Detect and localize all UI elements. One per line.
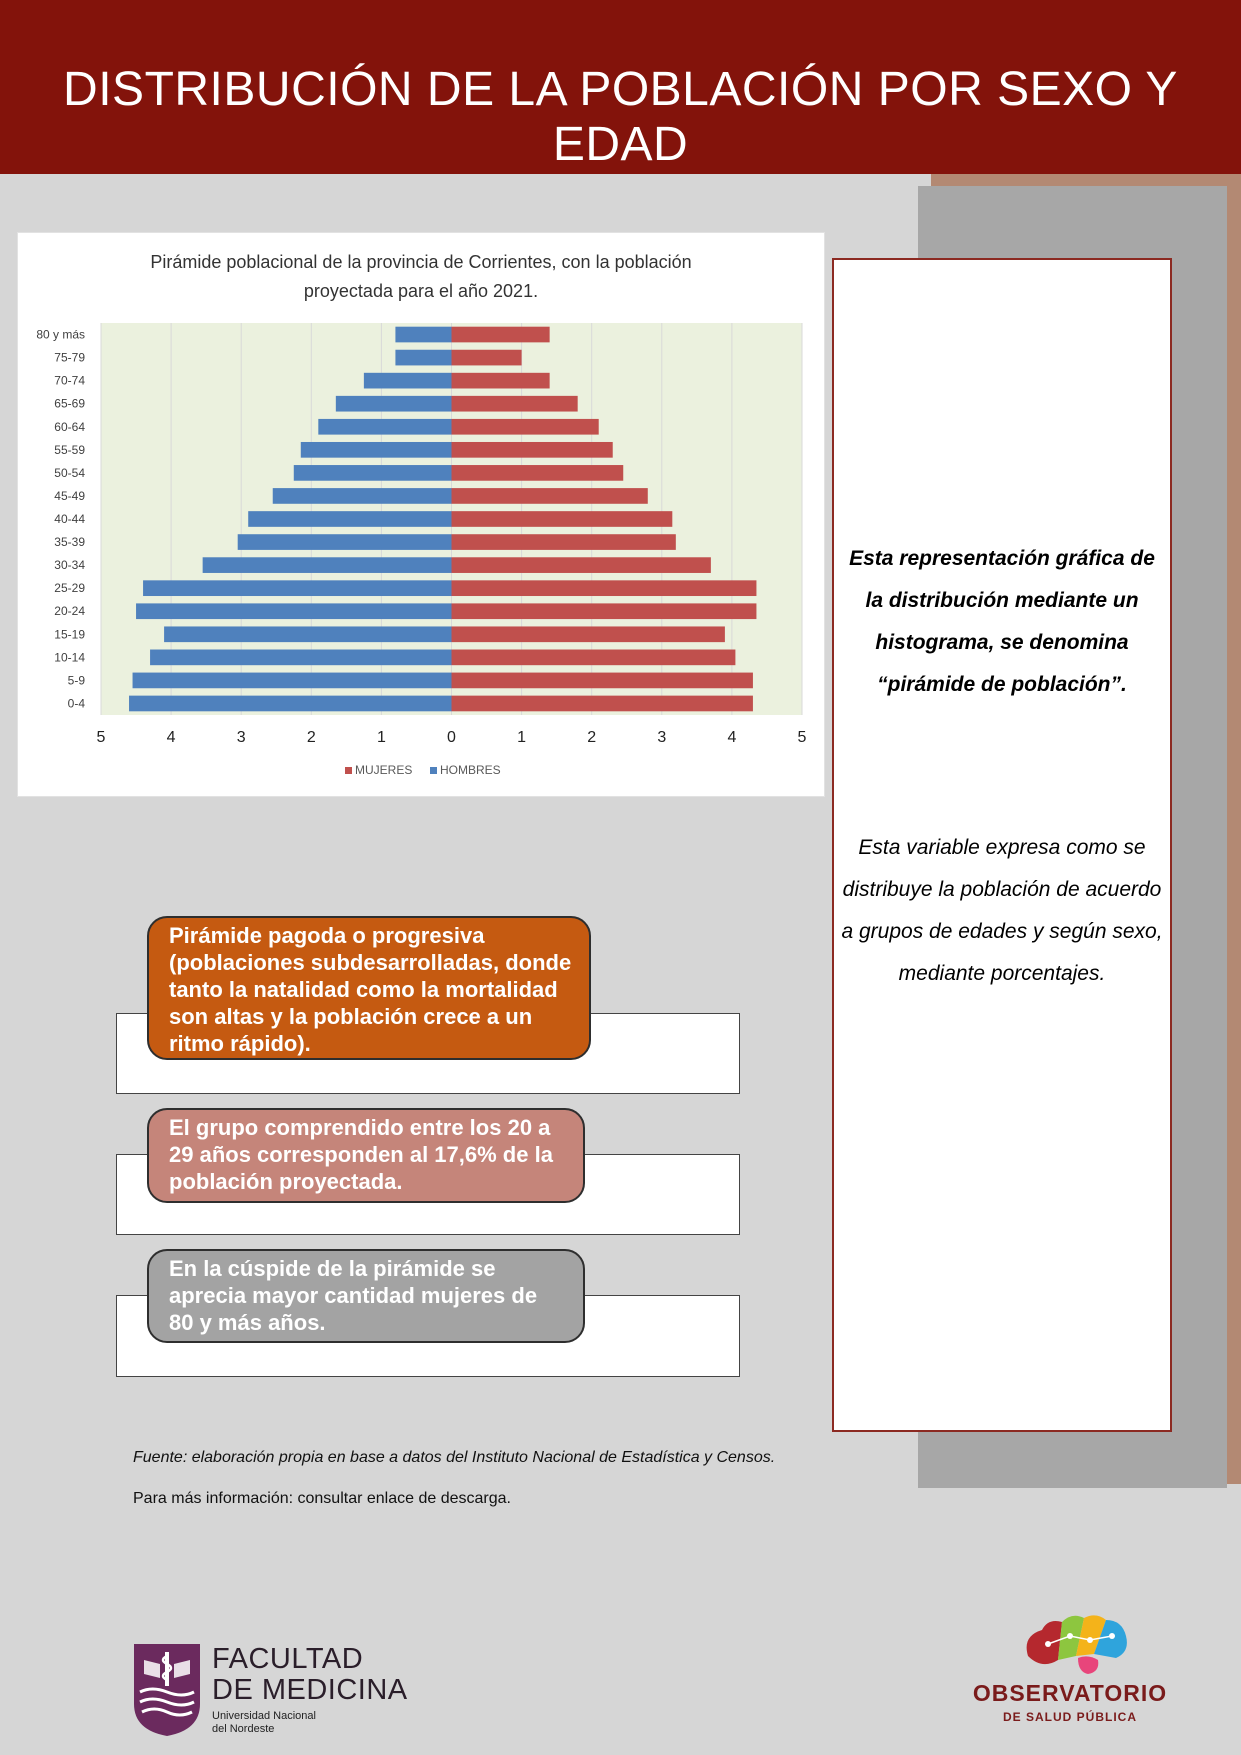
bar-hombres — [203, 557, 452, 573]
bar-mujeres — [452, 650, 736, 666]
chart-title-line: Pirámide poblacional de la provincia de Corrientes, con la población — [150, 252, 692, 272]
bar-mujeres — [452, 626, 725, 642]
bar-mujeres — [452, 603, 757, 619]
bar-mujeres — [452, 419, 599, 435]
x-tick-label: 4 — [166, 729, 176, 746]
chart-title-line: proyectada para el año 2021. — [303, 281, 539, 301]
bar-mujeres — [452, 396, 578, 412]
category-label: 15-19 — [54, 627, 85, 642]
info-line: El grupo comprendido entre los 20 a — [169, 1115, 551, 1140]
category-label: 50-54 — [54, 465, 85, 480]
category-label: 60-64 — [54, 419, 85, 434]
facultad-line-1: FACULTAD — [212, 1643, 364, 1675]
description-text-1 — [834, 538, 1170, 706]
x-tick-label: 4 — [727, 729, 737, 746]
bar-hombres — [143, 580, 451, 596]
facultad-line-2: DE MEDICINA — [212, 1674, 408, 1706]
facultad-subtitle — [212, 1710, 322, 1736]
info-line: En la cúspide de la pirámide se — [169, 1256, 496, 1281]
info-bubble-cuspide — [147, 1249, 585, 1343]
x-tick-label: 2 — [306, 729, 316, 746]
bar-hombres — [318, 419, 451, 435]
x-tick-label: 5 — [96, 729, 106, 746]
x-tick-label: 3 — [236, 729, 246, 746]
bar-mujeres — [452, 511, 673, 527]
x-tick-label: 1 — [376, 729, 386, 746]
bar-mujeres — [452, 580, 757, 596]
bar-hombres — [273, 488, 452, 504]
category-label: 40-44 — [54, 512, 85, 526]
category-label: 55-59 — [54, 442, 85, 457]
legend-label: MUJERES — [355, 763, 413, 777]
bar-mujeres — [452, 373, 550, 389]
info-line: 29 años corresponden al 17,6% de la — [169, 1142, 553, 1167]
bar-mujeres — [452, 465, 624, 481]
bar-mujeres — [452, 557, 711, 573]
category-label: 75-79 — [54, 350, 85, 365]
bar-hombres — [336, 396, 452, 412]
bar-hombres — [150, 650, 451, 666]
population-pyramid-chart — [17, 232, 825, 797]
bar-mujeres — [452, 442, 613, 458]
observatorio-title: OBSERVATORIO — [972, 1680, 1168, 1706]
observatorio-subtitle: DE SALUD PÚBLICA — [1002, 1710, 1137, 1724]
description-2-line: distribuye la población de acuerdo — [842, 878, 1162, 901]
info-line: ritmo rápido). — [169, 1031, 311, 1056]
bar-hombres — [395, 327, 451, 343]
x-tick-label: 3 — [657, 729, 667, 746]
bar-mujeres — [452, 673, 753, 689]
category-label: 25-29 — [54, 581, 85, 596]
category-label: 20-24 — [54, 604, 85, 619]
bar-hombres — [248, 511, 451, 527]
facultad-sub-line: Universidad Nacional — [212, 1710, 316, 1722]
description-panel — [832, 258, 1172, 1432]
x-tick-label: 1 — [517, 729, 527, 746]
category-label: 5-9 — [67, 673, 85, 688]
info-line: 80 y más años. — [169, 1310, 326, 1335]
bar-hombres — [395, 350, 451, 366]
bar-hombres — [164, 626, 451, 642]
info-line: tanto la natalidad como la mortalidad — [169, 977, 558, 1002]
legend-swatch — [345, 767, 352, 774]
bar-hombres — [238, 534, 452, 550]
page-header — [0, 0, 1241, 174]
info-line: población proyectada. — [169, 1169, 403, 1194]
bar-mujeres — [452, 696, 753, 712]
bar-mujeres — [452, 350, 522, 366]
info-line: Pirámide pagoda o progresiva — [169, 923, 485, 948]
facultad-sub-line: del Nordeste — [212, 1723, 275, 1735]
category-label: 35-39 — [54, 535, 85, 550]
info-line: son altas y la población crece a un — [169, 1004, 533, 1029]
bar-hombres — [364, 373, 452, 389]
bar-hombres — [129, 696, 451, 712]
description-2-line: Esta variable expresa como se — [858, 836, 1146, 859]
x-tick-label: 5 — [797, 729, 807, 746]
facultad-medicina-logo-icon — [132, 1642, 202, 1738]
description-text-2 — [834, 827, 1170, 995]
chart-svg — [18, 233, 824, 796]
info-bubble-pagoda — [147, 916, 591, 1060]
bar-hombres — [301, 442, 452, 458]
bar-hombres — [136, 603, 451, 619]
legend-swatch — [430, 767, 437, 774]
category-label: 70-74 — [54, 373, 85, 388]
info-line: aprecia mayor cantidad mujeres de — [169, 1283, 538, 1308]
category-label: 45-49 — [54, 488, 85, 503]
category-label: 30-34 — [54, 558, 85, 573]
description-1-line: histograma, se denomina — [875, 631, 1129, 654]
observatorio-brain-logo-icon — [1018, 1606, 1132, 1680]
info-line: (poblaciones subdesarrolladas, donde — [169, 950, 572, 975]
description-1-line: “pirámide de población”. — [877, 673, 1127, 696]
x-tick-label: 2 — [587, 729, 597, 746]
category-label: 0-4 — [67, 696, 85, 711]
bar-hombres — [133, 673, 452, 689]
legend-label: HOMBRES — [440, 763, 501, 777]
category-label: 65-69 — [54, 396, 85, 411]
description-2-line: mediante porcentajes. — [898, 962, 1106, 985]
description-2-line: a grupos de edades y según sexo, — [841, 920, 1163, 943]
bar-hombres — [294, 465, 452, 481]
bar-mujeres — [452, 534, 676, 550]
category-label: 80 y más — [36, 327, 85, 342]
bar-mujeres — [452, 488, 648, 504]
bar-mujeres — [452, 327, 550, 343]
more-info-note: Para más información: consultar enlace de descarga. — [133, 1490, 511, 1507]
info-bubble-20-29 — [147, 1108, 585, 1203]
page-title: DISTRIBUCIÓN DE LA POBLACIÓN POR SEXO Y EDAD — [63, 63, 1178, 171]
description-1-line: Esta representación gráfica de — [849, 547, 1155, 570]
x-tick-label: 0 — [447, 729, 456, 746]
category-label: 10-14 — [54, 650, 85, 665]
source-note: Fuente: elaboración propia en base a datos del Instituto Nacional de Estadística y Censos. — [133, 1449, 776, 1466]
description-1-line: la distribución mediante un — [865, 589, 1139, 612]
